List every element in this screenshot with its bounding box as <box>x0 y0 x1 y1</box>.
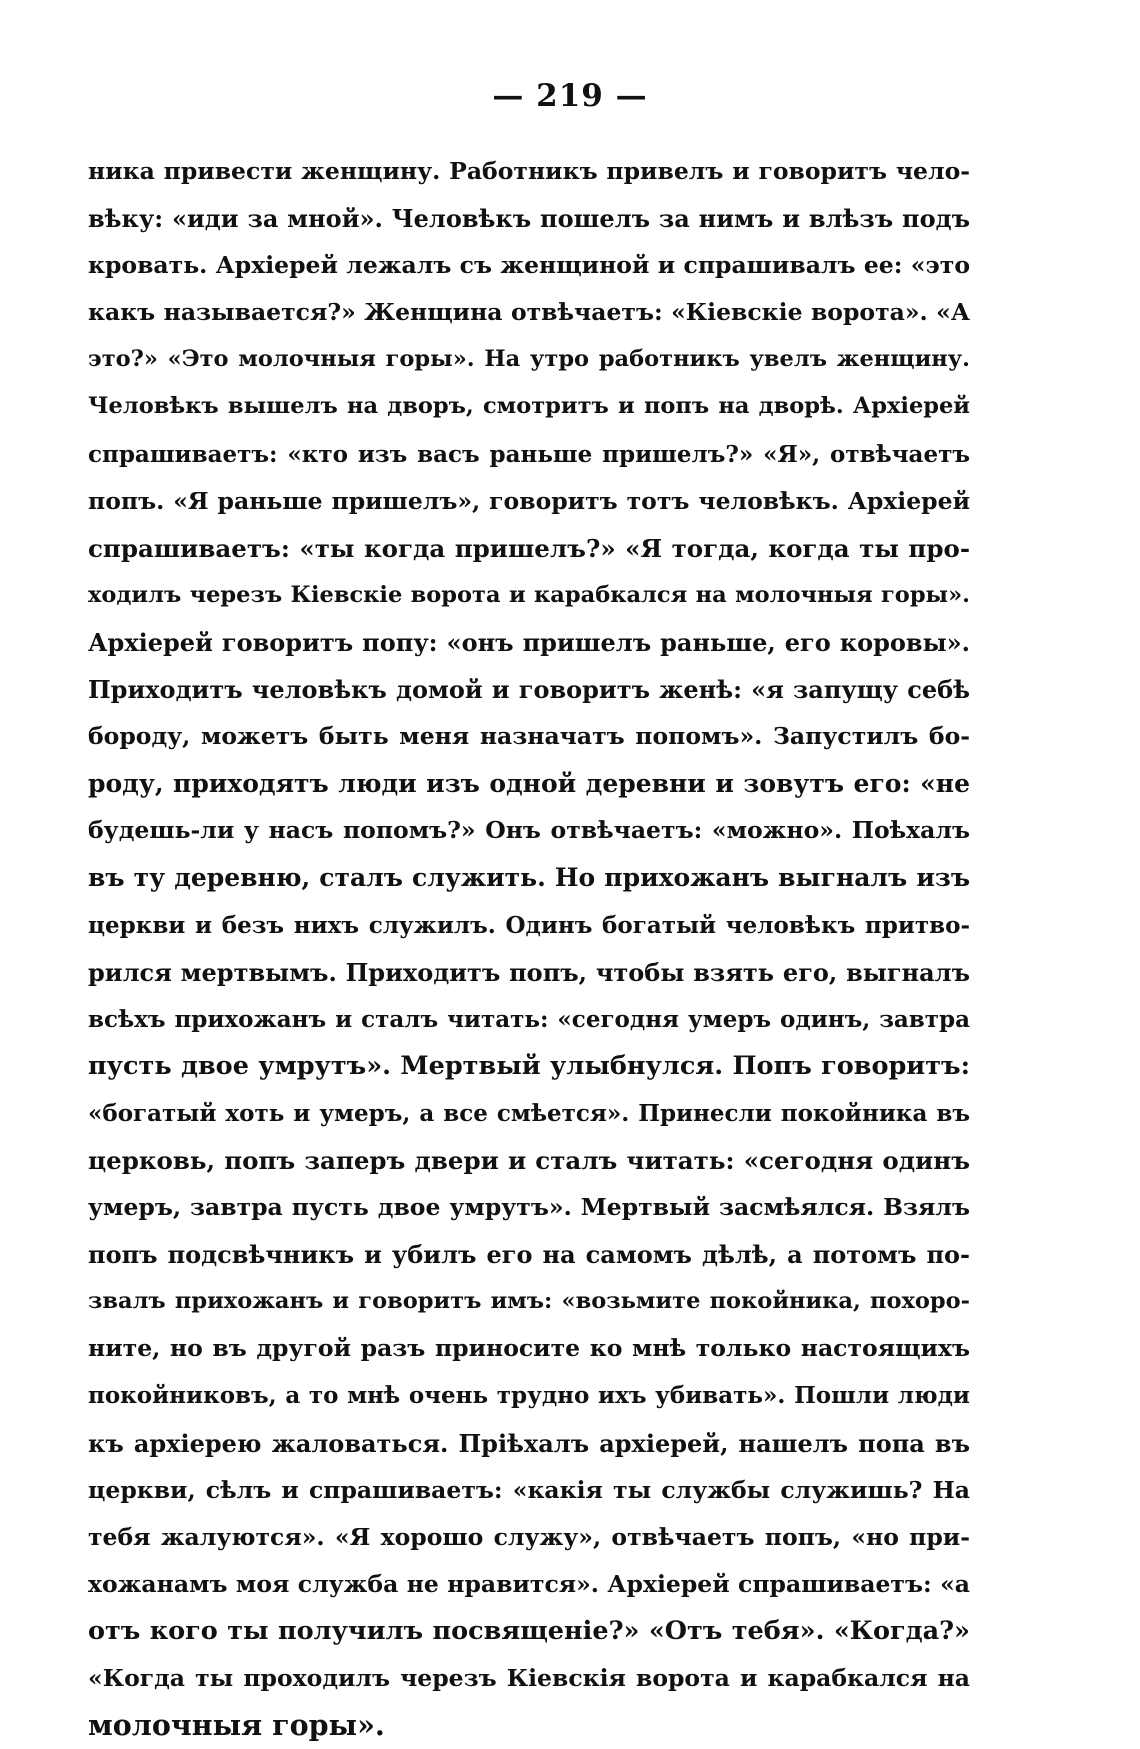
text-line: «богатый хоть и умеръ, а все смѣется». Принесли покойника въ <box>88 1099 970 1127</box>
text-line: будешь-ли у насъ попомъ?» Онъ отвѣчаетъ: «можно». Поѣхалъ <box>88 816 970 845</box>
text-line: Архіерей говоритъ попу: «онъ пришелъ раньше, его коровы». <box>88 627 970 657</box>
text-line: кровать. Архіерей лежалъ съ женщиной и спрашивалъ ее: «это <box>88 251 970 280</box>
text-line: ходилъ черезъ Кіевскіе ворота и карабкался на молочныя горы». <box>88 581 970 608</box>
text-line: рился мертвымъ. Приходитъ попъ, чтобы взять его, выгналъ <box>88 957 970 987</box>
text-line: это?» «Это молочныя горы». На утро работникъ увелъ женщину. <box>88 346 970 373</box>
text-line: вѣку: «иди за мной». Человѣкъ пошелъ за нимъ и влѣзъ подъ <box>88 204 970 234</box>
text-line: церкви и безъ нихъ служилъ. Одинъ богатый человѣкъ притво- <box>88 911 970 939</box>
text-line: тебя жалуются». «Я хорошо служу», отвѣчаетъ попъ, «но при- <box>88 1522 970 1551</box>
text-line: хожанамъ моя служба не нравится». Архіерей спрашиваетъ: «а <box>88 1569 970 1598</box>
text-line: въ ту деревню, сталъ служить. Но прихожанъ выгналъ изъ <box>88 863 970 893</box>
text-line: къ архіерею жаловаться. Пріѣхалъ архіерей, нашелъ попа въ <box>88 1428 970 1458</box>
text-line: какъ называется?» Женщина отвѣчаетъ: «Кіевскіе ворота». «А <box>88 298 970 327</box>
text-line: спрашиваетъ: «ты когда пришелъ?» «Я тогда, когда ты про- <box>88 533 970 563</box>
body-text <box>88 148 970 1749</box>
text-line: звалъ прихожанъ и говоритъ имъ: «возьмите покойника, похоро- <box>88 1288 970 1315</box>
text-line: спрашиваетъ: «кто изъ васъ раньше пришелъ?» «Я», отвѣчаетъ <box>88 440 970 468</box>
text-line: церковь, попъ заперъ двери и сталъ читать: «сегодня одинъ <box>88 1145 970 1175</box>
text-line: Приходитъ человѣкъ домой и говоритъ женѣ: «я запущу себѣ <box>88 675 970 705</box>
text-line: церкви, сѣлъ и спрашиваетъ: «какія ты службы служишь? На <box>88 1475 970 1504</box>
text-line: ника привести женщину. Работникъ привелъ и говоритъ чело- <box>88 157 970 185</box>
text-line: попъ. «Я раньше пришелъ», говоритъ тотъ человѣкъ. Архіерей <box>88 486 970 515</box>
text-line: попъ подсвѣчникъ и убилъ его на самомъ дѣлѣ, а потомъ по- <box>88 1240 970 1270</box>
page-number: — 219 — <box>492 78 648 114</box>
text-line: роду, приходятъ люди изъ одной деревни и зовутъ его: «не <box>88 769 970 799</box>
text-line: Человѣкъ вышелъ на дворъ, смотритъ и попъ на дворѣ. Архіерей <box>88 393 970 420</box>
text-line-last: молочныя горы». <box>88 1708 385 1743</box>
text-line: умеръ, завтра пусть двое умрутъ». Мертвый засмѣялся. Взялъ <box>88 1193 970 1222</box>
text-line: бороду, можетъ быть меня назначатъ попомъ». Запустилъ бо- <box>88 722 970 751</box>
text-line: «Когда ты проходилъ черезъ Кіевскія ворота и карабкался на <box>88 1664 970 1692</box>
text-line: покойниковъ, а то мнѣ очень трудно ихъ убивать». Пошли люди <box>88 1382 970 1410</box>
text-line: пусть двое умрутъ». Мертвый улыбнулся. Попъ говоритъ: <box>88 1050 970 1081</box>
text-line: ните, но въ другой разъ приносите ко мнѣ только настоящихъ <box>88 1334 970 1363</box>
text-line: всѣхъ прихожанъ и сталъ читать: «сегодня умеръ одинъ, завтра <box>88 1005 970 1033</box>
text-line: отъ кого ты получилъ посвященіе?» «Отъ тебя». «Когда?» <box>88 1615 970 1646</box>
